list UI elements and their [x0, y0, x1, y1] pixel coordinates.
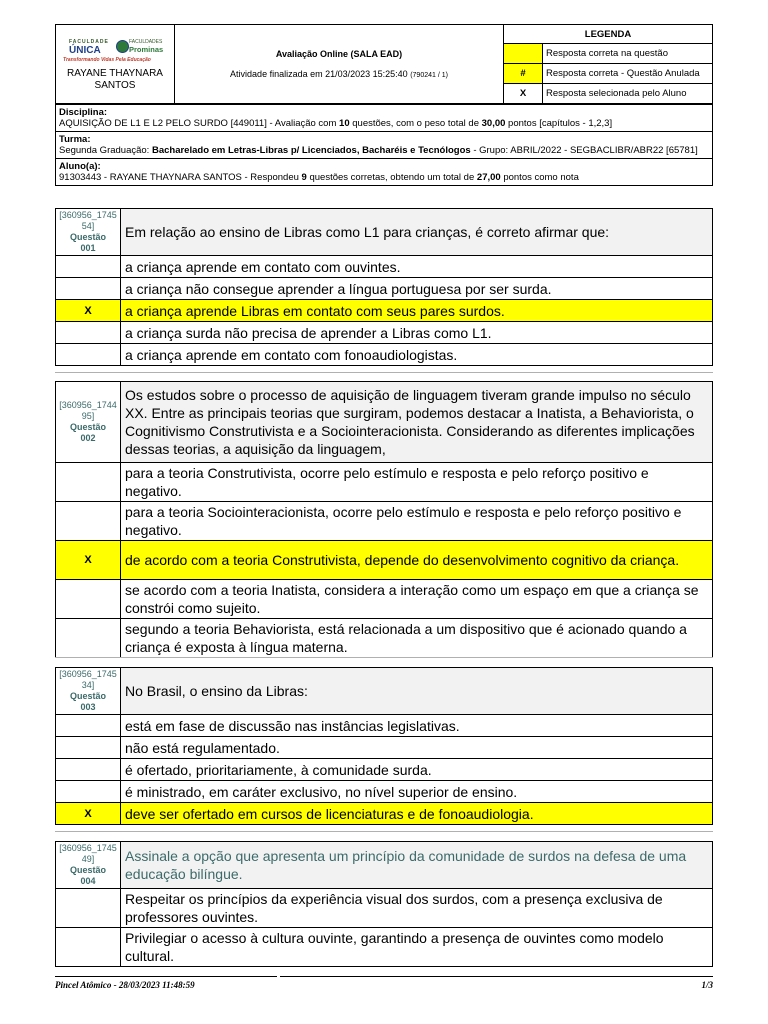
answer-option-selected: a criança aprende Libras em contato com seus pares surdos. [121, 300, 713, 322]
question-id [56, 209, 121, 256]
answer-option: para a teoria Construtivista, ocorre pelo estímulo e resposta e pelo reforço positivo e negativo. [121, 463, 713, 502]
logo-prominas-text: Prominas [129, 44, 164, 54]
answer-option: Respeitar os princípios da experiência visual dos surdos, com a presença exclusiva de professores ouvintes. [121, 889, 713, 928]
footer-divider [55, 976, 277, 977]
option-mark [56, 781, 121, 803]
aluno-value [59, 172, 709, 183]
page-number: 1/3 [701, 980, 713, 990]
question-001 [55, 208, 713, 366]
question-code: [360956_1745 [59, 669, 117, 679]
legend-text-annulled: Resposta correta - Questão Anulada [543, 64, 713, 84]
disciplina-text: AQUISIÇÃO DE L1 E L2 PELO SURDO [449011] - Avaliação com [59, 118, 340, 129]
turma-label: Turma: [59, 134, 91, 145]
question-separator [55, 831, 713, 832]
title-cell [175, 25, 504, 104]
logo-unica-text: ÚNICA [69, 44, 101, 56]
answer-option: se acordo com a teoria Inatista, considera a interação como um espaço em que a criança se constrói como sujeito. [121, 580, 713, 619]
footer-divider [280, 976, 713, 977]
question-stem: Em relação ao ensino de Libras como L1 para crianças, é correto afirmar que: [121, 209, 713, 256]
option-mark [56, 619, 121, 658]
institution-logo [61, 37, 169, 67]
legend-symbol-correct [504, 44, 543, 64]
answer-option: a criança surda não precisa de aprender a Libras como L1. [121, 322, 713, 344]
selected-mark: X [56, 803, 121, 825]
disciplina-text-3: pontos [capítulos - 1,2,3] [505, 118, 613, 129]
disciplina-label: Disciplina: [59, 107, 108, 118]
option-mark [56, 322, 121, 344]
question-id [56, 842, 121, 889]
answer-option: para a teoria Sociointeracionista, ocorre pelo estímulo e resposta e pelo reforço positivo e negativo. [121, 502, 713, 541]
legend-title: LEGENDA [504, 25, 713, 44]
option-mark [56, 928, 121, 967]
question-number: 004 [80, 876, 96, 886]
total-weight: 30,00 [481, 118, 506, 129]
option-mark [56, 278, 121, 300]
question-code-suffix: 95] [81, 411, 95, 421]
question-code: [360956_1745 [59, 210, 117, 220]
logo-slogan: Transformando Vidas Pela Educação [63, 56, 151, 63]
answer-option-selected: deve ser ofertado em cursos de licenciaturas e de fonoaudiologia. [121, 803, 713, 825]
answer-option: segundo a teoria Behaviorista, está relacionada a um dispositivo que é acionado quando a criança é exposta à língua materna. [121, 619, 713, 658]
aluno-text-3: pontos como nota [500, 172, 579, 183]
question-code: [360956_1744 [59, 400, 117, 410]
question-stem: Os estudos sobre o processo de aquisição de linguagem tiveram grande impulso no século XX. Entre as principais teorias que surgiram, podemos destacar a Inatista, a Behaviorista, o Cognitivismo Construtivista e a Sociointeracionista. Considerando as diferentes implicações dessas teorias, a aquisição da linguagem, [121, 382, 713, 463]
question-count: 10 [339, 118, 350, 129]
logo-faculdades-text: FACULDADES [129, 38, 163, 45]
answer-option: Privilegiar o acesso à cultura ouvinte, garantindo a presença de ouvintes como modelo cultural. [121, 928, 713, 967]
disciplina-text-2: questões, com o peso total de [349, 118, 482, 129]
question-separator [55, 657, 713, 658]
selected-mark: X [56, 300, 121, 322]
legend-symbol-selected: X [504, 84, 543, 104]
answer-option: a criança aprende em contato com ouvintes. [121, 256, 713, 278]
final-score: 27,00 [476, 172, 501, 183]
disciplina-value [59, 118, 709, 129]
answer-option: é ministrado, em caráter exclusivo, no nível superior de ensino. [121, 781, 713, 803]
question-code-suffix: 49] [81, 854, 95, 864]
answer-option-selected: de acordo com a teoria Construtivista, depende do desenvolvimento cognitivo da criança. [121, 541, 713, 580]
answer-option: está em fase de discussão nas instâncias legislativas. [121, 715, 713, 737]
answer-option: a criança não consegue aprender a língua portuguesa por ser surda. [121, 278, 713, 300]
aluno-text: 91303443 - RAYANE THAYNARA SANTOS - Respondeu [59, 172, 302, 183]
evaluation-header [55, 24, 713, 104]
question-stem: Assinale a opção que apresenta um princípio da comunidade de surdos na defesa de uma educação bilíngue. [121, 842, 713, 889]
question-003 [55, 667, 713, 825]
finished-code: (790241 / 1) [410, 72, 448, 79]
option-mark [56, 759, 121, 781]
course-name: Bacharelado em Letras-Libras p/ Licenciados, Bacharéis e Tecnólogos [151, 145, 471, 156]
answer-option: a criança aprende em contato com fonoaudiologistas. [121, 344, 713, 366]
question-label: Questão [69, 865, 106, 875]
answer-option: é ofertado, prioritariamente, à comunidade surda. [121, 759, 713, 781]
logo-faculdade-text: FACULDADE [69, 38, 109, 45]
question-separator [55, 372, 713, 373]
option-mark [56, 580, 121, 619]
question-code-suffix: 54] [81, 221, 95, 231]
option-mark [56, 463, 121, 502]
turma-group: - Grupo: ABRIL/2022 - SEGBACLIBR/ABR22 [65781] [470, 145, 698, 156]
legend-text-correct: Resposta correta na questão [543, 44, 713, 64]
legend-text-selected: Resposta selecionada pelo Aluno [543, 84, 713, 104]
turma-value [59, 145, 709, 156]
selected-mark: X [56, 541, 121, 580]
turma-text: Segunda Graduação: [59, 145, 152, 156]
question-004 [55, 841, 713, 967]
question-id [56, 382, 121, 463]
footer-timestamp: Pincel Atômico - 28/03/2023 11:48:59 [55, 980, 195, 990]
question-code: [360956_1745 [59, 843, 117, 853]
option-mark [56, 715, 121, 737]
aluno-label: Aluno(a): [59, 161, 101, 172]
question-stem: No Brasil, o ensino da Libras: [121, 668, 713, 715]
turma-row [56, 132, 713, 159]
aluno-row [56, 159, 713, 186]
option-mark [56, 737, 121, 759]
question-number: 001 [80, 243, 96, 253]
question-label: Questão [69, 422, 106, 432]
option-mark [56, 344, 121, 366]
option-mark [56, 256, 121, 278]
globe-icon [116, 40, 129, 53]
question-label: Questão [69, 232, 106, 242]
question-number: 003 [80, 702, 96, 712]
option-mark [56, 889, 121, 928]
answer-option: não está regulamentado. [121, 737, 713, 759]
question-id [56, 668, 121, 715]
logo-cell [56, 25, 175, 104]
course-info [55, 104, 713, 186]
question-number: 002 [80, 433, 96, 443]
question-code-suffix: 34] [81, 680, 95, 690]
legend-symbol-annulled: # [504, 64, 543, 84]
aluno-text-2: questões corretas, obtendo um total de [306, 172, 477, 183]
student-name: RAYANE THAYNARA SANTOS [67, 67, 163, 91]
finished-timestamp: Atividade finalizada em 21/03/2023 15:25:40 [230, 69, 408, 79]
question-label: Questão [69, 691, 106, 701]
correct-count: 9 [301, 172, 307, 183]
option-mark [56, 502, 121, 541]
question-002 [55, 381, 713, 658]
finished-info [175, 69, 503, 79]
evaluation-title: Avaliação Online (SALA EAD) [275, 49, 403, 59]
disciplina-row [56, 105, 713, 132]
